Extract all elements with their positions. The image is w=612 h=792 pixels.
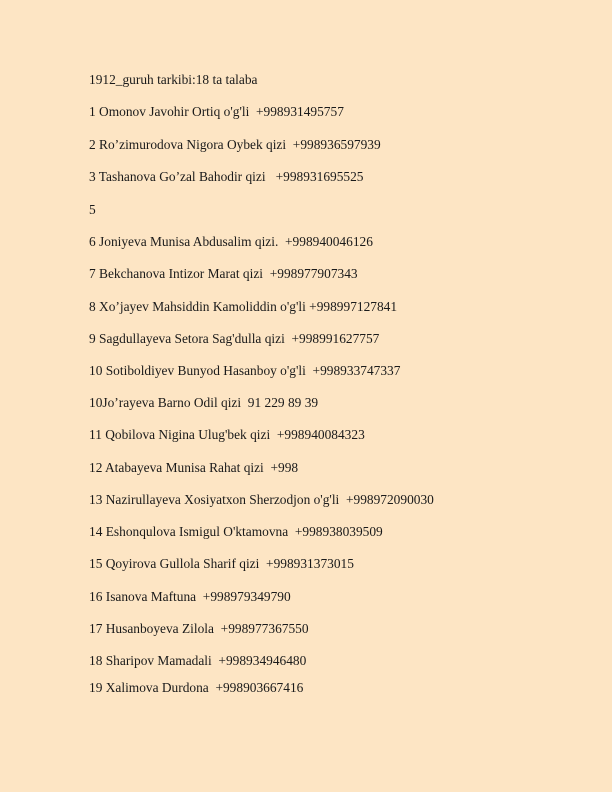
student-line-18: 18 Sharipov Mamadali +998934946480 bbox=[89, 653, 307, 668]
student-line-16: 16 Isanova Maftuna +998979349790 bbox=[89, 589, 291, 604]
student-line-1: 1 Omonov Javohir Ortiq o'g'li +998931495757 bbox=[89, 104, 344, 119]
student-line-12: 12 Atabayeva Munisa Rahat qizi +998 bbox=[89, 460, 299, 475]
student-line-6: 6 Joniyeva Munisa Abdusalim qizi. +998940046126 bbox=[89, 234, 373, 249]
student-line-2: 2 Ro’zimurodova Nigora Oybek qizi +998936597939 bbox=[89, 137, 381, 152]
student-line-5: 5 bbox=[89, 202, 96, 217]
student-line-10a: 10 Sotiboldiyev Bunyod Hasanboy o'g'li +998933747337 bbox=[89, 363, 401, 378]
student-line-10b: 10Jo’rayeva Barno Odil qizi 91 229 89 39 bbox=[89, 395, 319, 410]
student-line-9: 9 Sagdullayeva Setora Sag'dulla qizi +998991627757 bbox=[89, 331, 380, 346]
student-line-17: 17 Husanboyeva Zilola +998977367550 bbox=[89, 621, 309, 636]
student-line-19: 19 Xalimova Durdona +998903667416 bbox=[89, 680, 304, 695]
student-line-13: 13 Nazirullayeva Xosiyatxon Sherzodjon o'g'li +998972090030 bbox=[89, 492, 434, 507]
student-line-3: 3 Tashanova Go’zal Bahodir qizi +998931695525 bbox=[89, 169, 364, 184]
student-line-8: 8 Xo’jayev Mahsiddin Kamoliddin o'g'li +998997127841 bbox=[89, 299, 398, 314]
group-title: 1912_guruh tarkibi:18 ta talaba bbox=[89, 72, 258, 87]
student-line-7: 7 Bekchanova Intizor Marat qizi +998977907343 bbox=[89, 266, 358, 281]
student-line-11: 11 Qobilova Nigina Ulug'bek qizi +998940084323 bbox=[89, 427, 365, 442]
student-line-14: 14 Eshonqulova Ismigul O'ktamovna +998938039509 bbox=[89, 524, 383, 539]
student-line-15: 15 Qoyirova Gullola Sharif qizi +998931373015 bbox=[89, 556, 354, 571]
